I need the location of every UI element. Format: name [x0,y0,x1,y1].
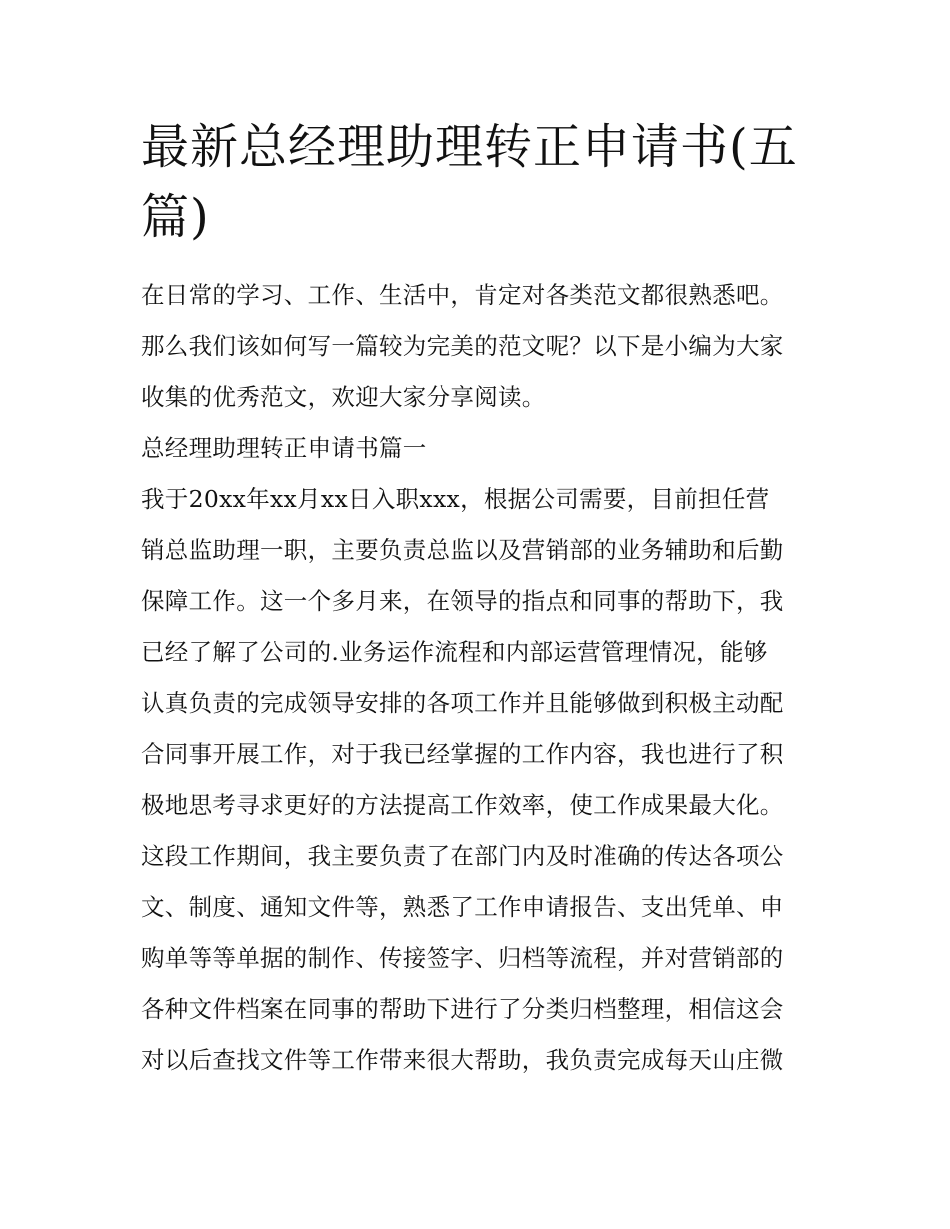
intro-line: 那么我们该如何写一篇较为完美的范文呢？以下是小编为大家 [141,332,784,360]
body-line: 我于20xx年xx月xx日入职xxx，根据公司需要，目前担任营 [141,485,770,513]
section-heading: 总经理助理转正申请书篇一 [141,434,427,462]
body-line: 这段工作期间，我主要负责了在部门内及时准确的传达各项公 [141,842,784,870]
body-line: 合同事开展工作，对于我已经掌握的工作内容，我也进行了积 [141,740,784,768]
body-line: 销总监助理一职，主要负责总监以及营销部的业务辅助和后勤 [141,536,784,564]
body-line: 对以后查找文件等工作带来很大帮助，我负责完成每天山庄微 [141,1046,784,1074]
intro-line: 在日常的学习、工作、生活中，肯定对各类范文都很熟悉吧。 [141,281,784,309]
body-line: 极地思考寻求更好的方法提高工作效率，使工作成果最大化。 [141,791,784,819]
body-line: 各种文件档案在同事的帮助下进行了分类归档整理，相信这会 [141,995,784,1023]
body-line: 购单等等单据的制作、传接签字、归档等流程，并对营销部的 [141,944,784,972]
body-line: 已经了解了公司的.业务运作流程和内部运营管理情况，能够 [141,638,768,666]
intro-line: 收集的优秀范文，欢迎大家分享阅读。 [141,383,546,411]
body-line: 文、制度、通知文件等，熟悉了工作申请报告、支出凭单、申 [141,893,784,921]
document-body [141,270,821,1086]
body-line: 认真负责的完成领导安排的各项工作并且能够做到积极主动配 [141,689,784,717]
document-title: 最新总经理助理转正申请书(五篇) [141,119,798,245]
document-page [141,112,821,1086]
body-line: 保障工作。这一个多月来，在领导的指点和同事的帮助下，我 [141,587,784,615]
